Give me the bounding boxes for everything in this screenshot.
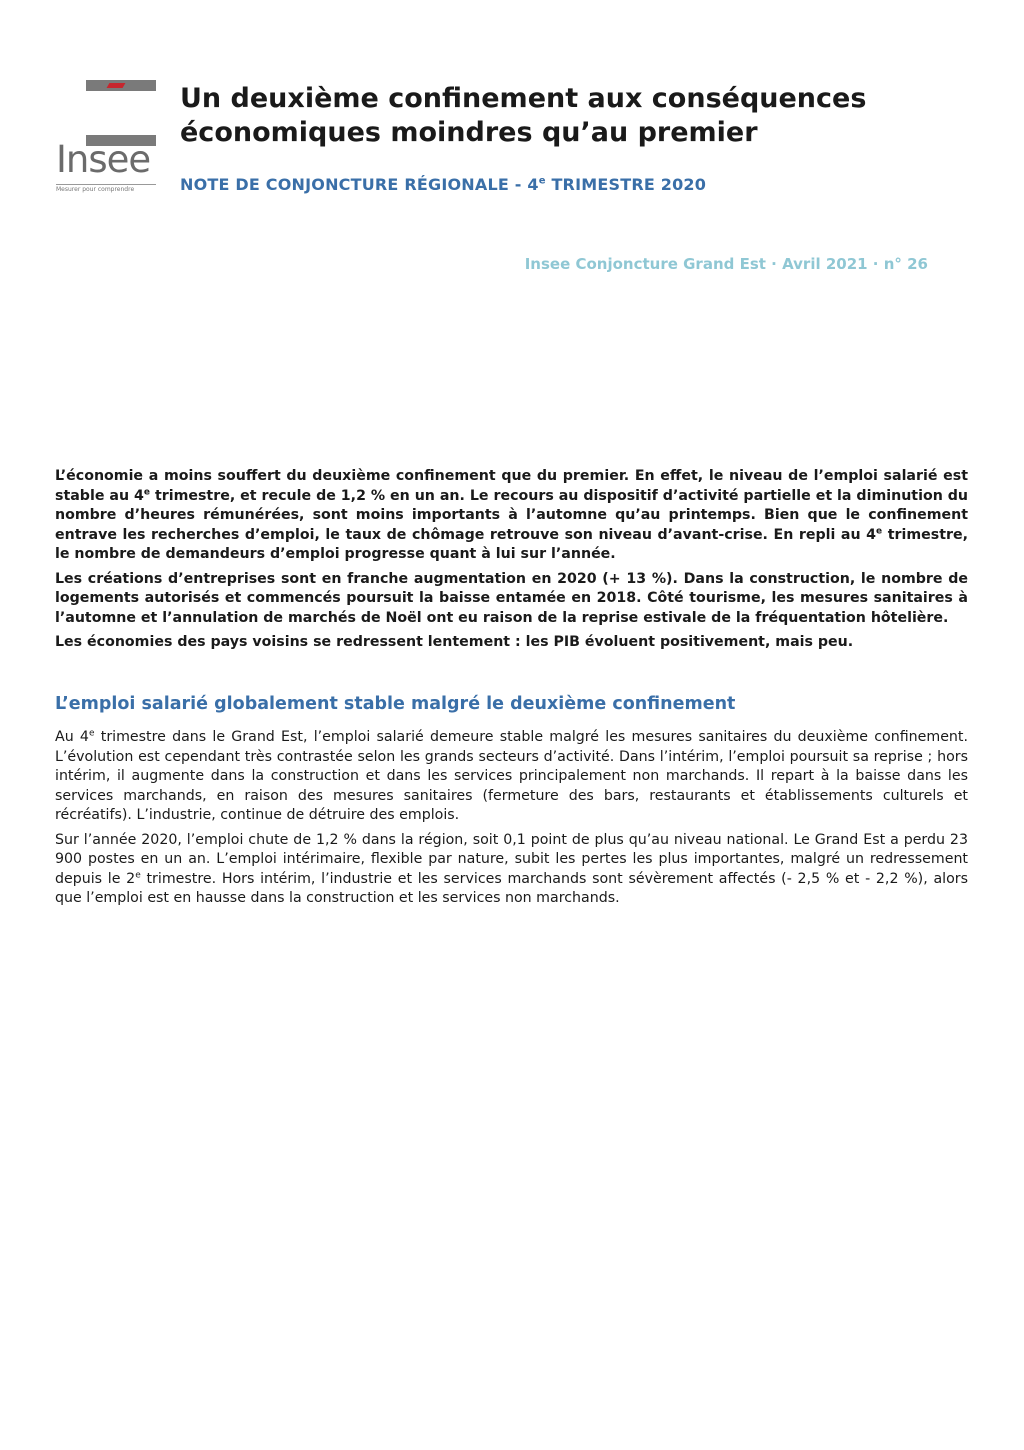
logo-top-bar (86, 80, 156, 91)
body-paragraph-2 (55, 831, 968, 909)
subtitle-text-start: NOTE DE CONJONCTURE RÉGIONALE - 4 (180, 175, 539, 194)
body-p2-part-b: trimestre. Hors intérim, l’industrie et les services marchands sont sévèrement affectés (- 2,5 % et - 2,2 %), alors que l’emploi est en hausse dans la construction et les services non marchands. (55, 870, 968, 906)
body-p2-sup: e (135, 869, 141, 880)
logo-red-mark (107, 83, 126, 88)
abstract (55, 467, 968, 658)
abstract-paragraph-3: Les économies des pays voisins se redressent lentement : les PIB évoluent positivement, mais peu. (55, 634, 854, 650)
logo-tagline: Mesurer pour comprendre (56, 184, 156, 193)
abstract-p1-sup-2: e (876, 525, 883, 536)
abstract-p1-part-a: L’économie a moins souffert du deuxième confinement que du premier. En effet, le niveau de l’emploi salarié est stable au 4 (55, 468, 968, 504)
abstract-p1-sup-1: e (143, 486, 150, 497)
body-paragraph-1 (55, 728, 968, 826)
logo-wordmark: Insee (56, 138, 151, 181)
body-p1-sup: e (88, 728, 95, 739)
body-p1-part-a: Au 4 (55, 729, 89, 745)
abstract-p1-part-c: trimestre, le nombre de demandeurs d’emploi progresse quant à lui sur l’année. (55, 526, 968, 562)
insee-logo (56, 80, 156, 195)
page-subtitle (180, 175, 706, 194)
abstract-paragraph-2: Les créations d’entreprises sont en franche augmentation en 2020 (+ 13 %). Dans la construction, le nombre de logements autorisés et commencés poursuit la baisse entamée en 2018. Côté tourisme, les mesures sanitaires à l’automne et l’annulation de marchés de Noël ont eu raison de la reprise estivale de la fréquentation hôtelière. (55, 570, 968, 626)
abstract-p1-part-b: trimestre, et recule de 1,2 % en un an. Le recours au dispositif d’activité partielle et la diminution du nombre d’heures rémunérées, sont moins importants à l’automne qu’au printemps. Bien que le confinement entrave les recherches d’emploi, le taux de chômage retrouve son niveau d’avant-crise. En repli au 4 (55, 487, 968, 543)
subtitle-superscript: e (538, 175, 546, 187)
subtitle-text-end: TRIMESTRE 2020 (545, 175, 707, 194)
section-heading: L’emploi salarié globalement stable malgré le deuxième confinement (55, 694, 736, 714)
publication-series: Insee Conjoncture Grand Est · Avril 2021 · n° 26 (524, 255, 928, 273)
body-p2-part-a: Sur l’année 2020, l’emploi chute de 1,2 % dans la région, soit 0,1 point de plus qu’au niveau national. Le Grand Est a perdu 23 900 postes en un an. L’emploi intérimaire, flexible par nature, subit les pertes les plus importantes, malgré un redressement depuis le 2 (55, 831, 968, 887)
section-body (55, 728, 968, 914)
body-p1-part-b: trimestre dans le Grand Est, l’emploi salarié demeure stable malgré les mesures sanitaires du deuxième confinement. L’évolution est cependant très contrastée selon les grands secteurs d’activité. Dans l’intérim, l’emploi poursuit sa reprise ; hors intérim, il augmente dans la construction et dans les services principalement non marchands. Il repart à la baisse dans les services marchands, en raison des mesures sanitaires (fermeture des bars, restaurants et établissements culturels et récréatifs). L’industrie, continue de détruire des emplois. (55, 729, 968, 823)
abstract-paragraph-1 (55, 467, 968, 565)
page-title: Un deuxième confinement aux conséquences économiques moindres qu’au premier (180, 83, 867, 148)
